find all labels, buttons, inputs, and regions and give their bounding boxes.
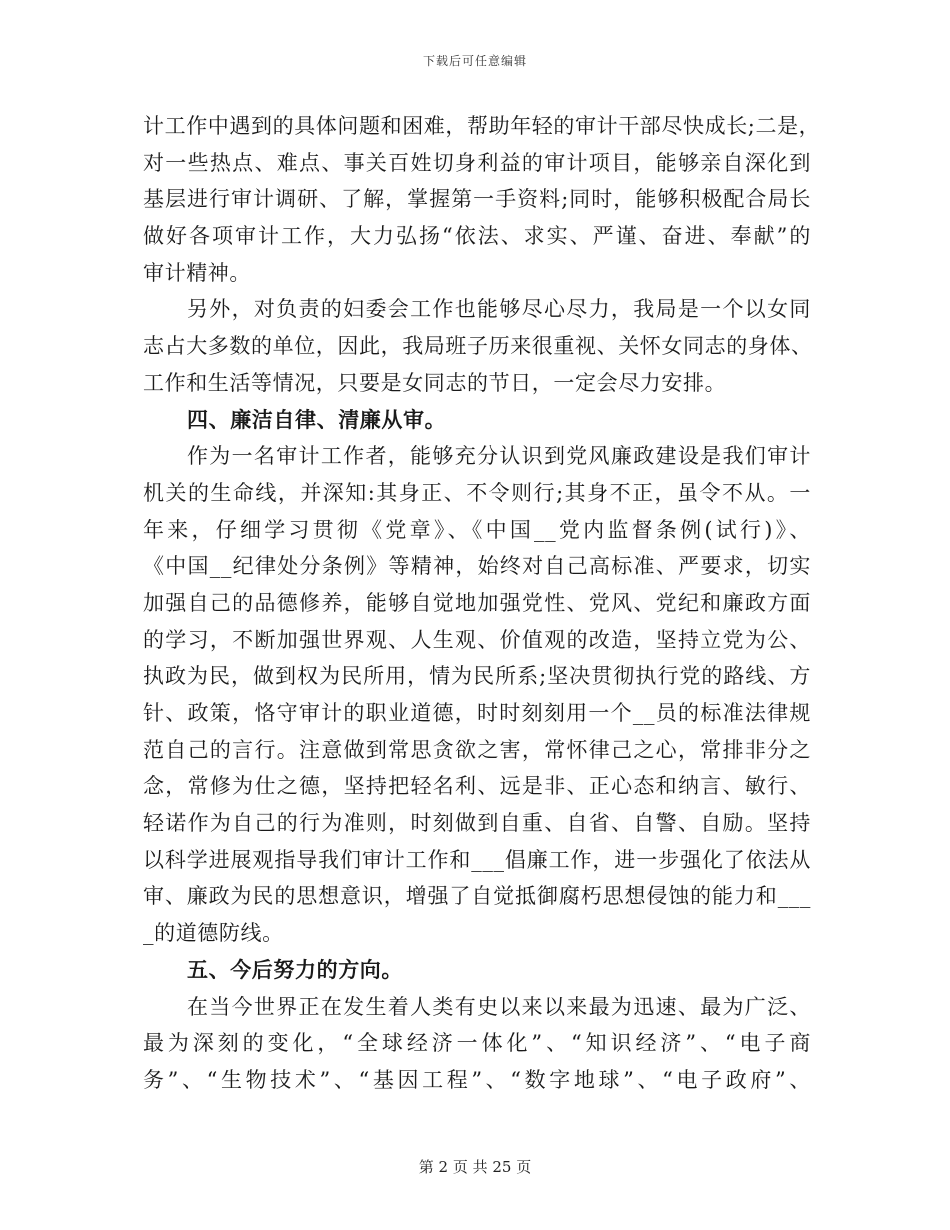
text-line: 的学习，不断加强世界观、人生观、价值观的改造，坚持立党为公、 bbox=[143, 627, 811, 652]
text-line: 作为一名审计工作者，能够充分认识到党风廉政建设是我们审计 bbox=[187, 444, 811, 469]
text-line: 轻诺作为自己的行为准则，时刻做到自重、自省、自警、自励。坚持 bbox=[143, 811, 811, 836]
text-line: 做好各项审计工作，大力弘扬“依法、求实、严谨、奋进、奉献”的 bbox=[143, 224, 811, 249]
section-heading: 四、廉洁自律、清廉从审。 bbox=[187, 406, 447, 432]
text-line: 审、廉政为民的思想意识，增强了自觉抵御腐朽思想侵蚀的能力和___ bbox=[143, 884, 811, 909]
text-line: 在当今世界正在发生着人类有史以来以来最为迅速、最为广泛、 bbox=[187, 994, 811, 1019]
text-line: 执政为民，做到权为民所用，情为民所系;坚决贯彻执行党的路线、方 bbox=[143, 664, 811, 689]
text-line: 针、政策，恪守审计的职业道德，时时刻刻用一个__员的标准法律规 bbox=[143, 701, 811, 725]
page-header: 下载后可任意编辑 bbox=[422, 54, 527, 68]
text-line: 《中国__纪律处分条例》等精神，始终对自己高标准、严要求，切实 bbox=[143, 554, 811, 579]
text-line: 机关的生命线，并深知:其身正、不令则行;其身不正，虽令不从。一 bbox=[143, 480, 811, 505]
text-line: 基层进行审计调研、了解，掌握第一手资料;同时，能够积极配合局长 bbox=[143, 187, 811, 212]
text-line: 计工作中遇到的具体问题和困难，帮助年轻的审计干部尽快成长;二是， bbox=[143, 114, 821, 138]
page-footer: 第 2 页 共 25 页 bbox=[418, 1158, 532, 1176]
text-line: _的道德防线。 bbox=[143, 921, 284, 946]
text-line: 工作和生活等情况，只要是女同志的节日，一定会尽力安排。 bbox=[143, 370, 727, 395]
text-line: 范自己的言行。注意做到常思贪欲之害，常怀律己之心，常排非分之 bbox=[143, 737, 811, 762]
text-line: 加强自己的品德修养，能够自觉地加强党性、党风、党纪和廉政方面 bbox=[143, 590, 811, 615]
text-line: 以科学进展观指导我们审计工作和___倡廉工作，进一步强化了依法从 bbox=[143, 847, 811, 872]
text-line: 审计精神。 bbox=[143, 260, 251, 285]
document-body bbox=[143, 108, 821, 1099]
text-line: 最为深刻的变化，“全球经济一体化”、“知识经济”、“电子商 bbox=[143, 1031, 811, 1056]
text-line: 志占大多数的单位，因此，我局班子历来很重视、关怀女同志的身体、 bbox=[143, 334, 813, 359]
text-line: 对一些热点、难点、事关百姓切身利益的审计项目，能够亲自深化到 bbox=[143, 150, 811, 175]
text-line: 念，常修为仕之德，坚持把轻名利、远是非、正心态和纳言、敏行、 bbox=[143, 774, 811, 799]
text-line: 另外，对负责的妇委会工作也能够尽心尽力，我局是一个以女同 bbox=[187, 297, 811, 322]
text-line: 年来，仔细学习贯彻《党章》、《中国__党内监督条例(试行)》、 bbox=[143, 517, 811, 542]
text-line: 务”、“生物技术”、“基因工程”、“数字地球”、“电子政府”、 bbox=[143, 1067, 811, 1092]
section-heading: 五、今后努力的方向。 bbox=[187, 956, 403, 982]
